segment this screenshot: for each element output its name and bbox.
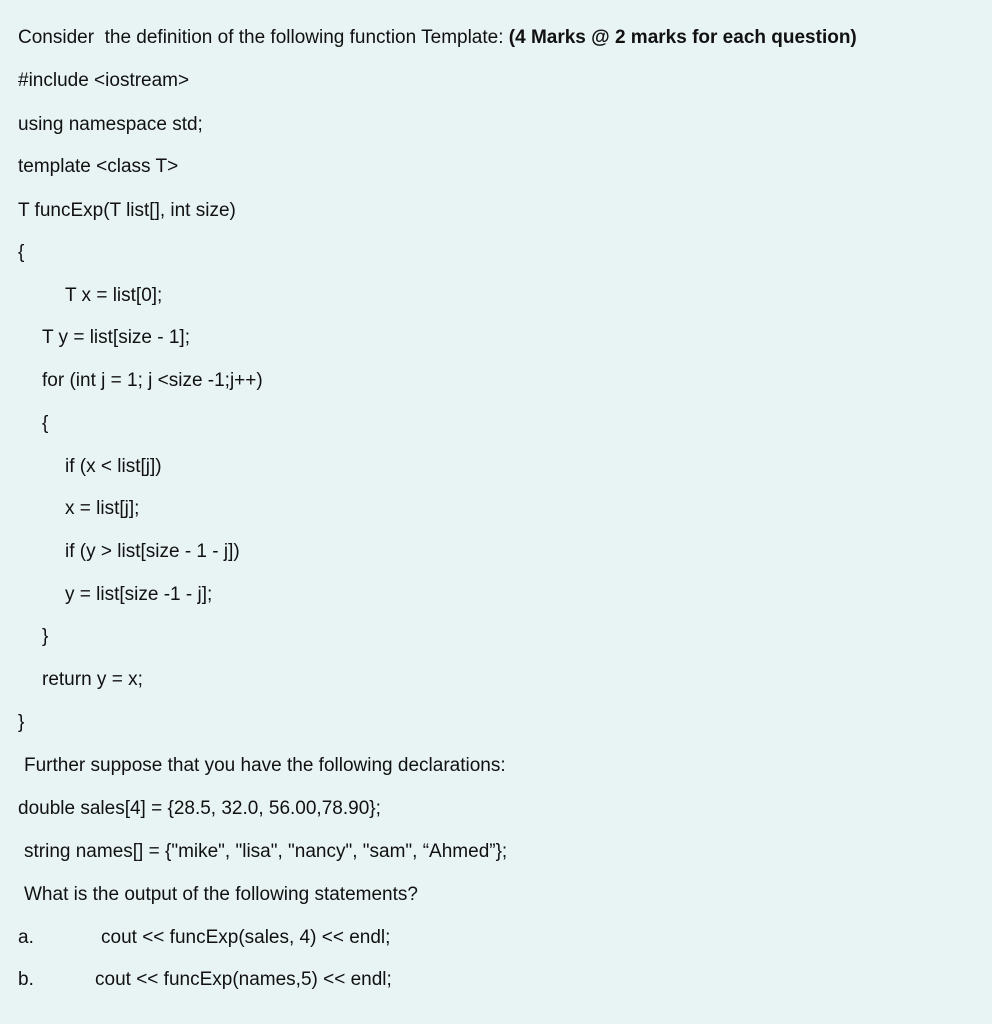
- part-b-statement: cout << funcExp(names,5) << endl;: [95, 969, 392, 990]
- part-a-label: a.: [18, 927, 34, 948]
- question-marks: (4 Marks @ 2 marks for each question): [508, 27, 857, 48]
- code-assign-y: y = list[size -1 - j];: [65, 584, 213, 605]
- code-if-y: if (y > list[size - 1 - j]): [65, 541, 240, 562]
- question-header: [18, 26, 857, 50]
- code-loop-open: {: [42, 413, 49, 434]
- code-loop-close: }: [42, 626, 49, 647]
- part-a-statement: cout << funcExp(sales, 4) << endl;: [101, 927, 391, 948]
- code-template: template <class T>: [18, 156, 179, 177]
- code-for-loop: for (int j = 1; j <size -1;j++): [42, 370, 263, 391]
- code-include: #include <iostream>: [18, 70, 190, 91]
- code-open-brace: {: [18, 242, 25, 263]
- code-decl-y: T y = list[size - 1];: [42, 327, 190, 348]
- output-prompt: What is the output of the following statements?: [24, 884, 418, 905]
- code-signature: T funcExp(T list[], int size): [18, 200, 236, 221]
- declaration-sales: double sales[4] = {28.5, 32.0, 56.00,78.90};: [18, 798, 381, 819]
- code-decl-x: T x = list[0];: [65, 285, 163, 306]
- part-b-label: b.: [18, 969, 34, 990]
- declarations-intro: Further suppose that you have the following declarations:: [24, 755, 506, 776]
- code-close-brace: }: [18, 712, 25, 733]
- code-namespace: using namespace std;: [18, 114, 203, 135]
- code-assign-x: x = list[j];: [65, 498, 140, 519]
- code-if-x: if (x < list[j]): [65, 456, 162, 477]
- question-intro: Consider the definition of the following function Template:: [18, 27, 509, 48]
- declaration-names: string names[] = {"mike", "lisa", "nancy", "sam", “Ahmed”};: [24, 841, 508, 862]
- code-return: return y = x;: [42, 669, 143, 690]
